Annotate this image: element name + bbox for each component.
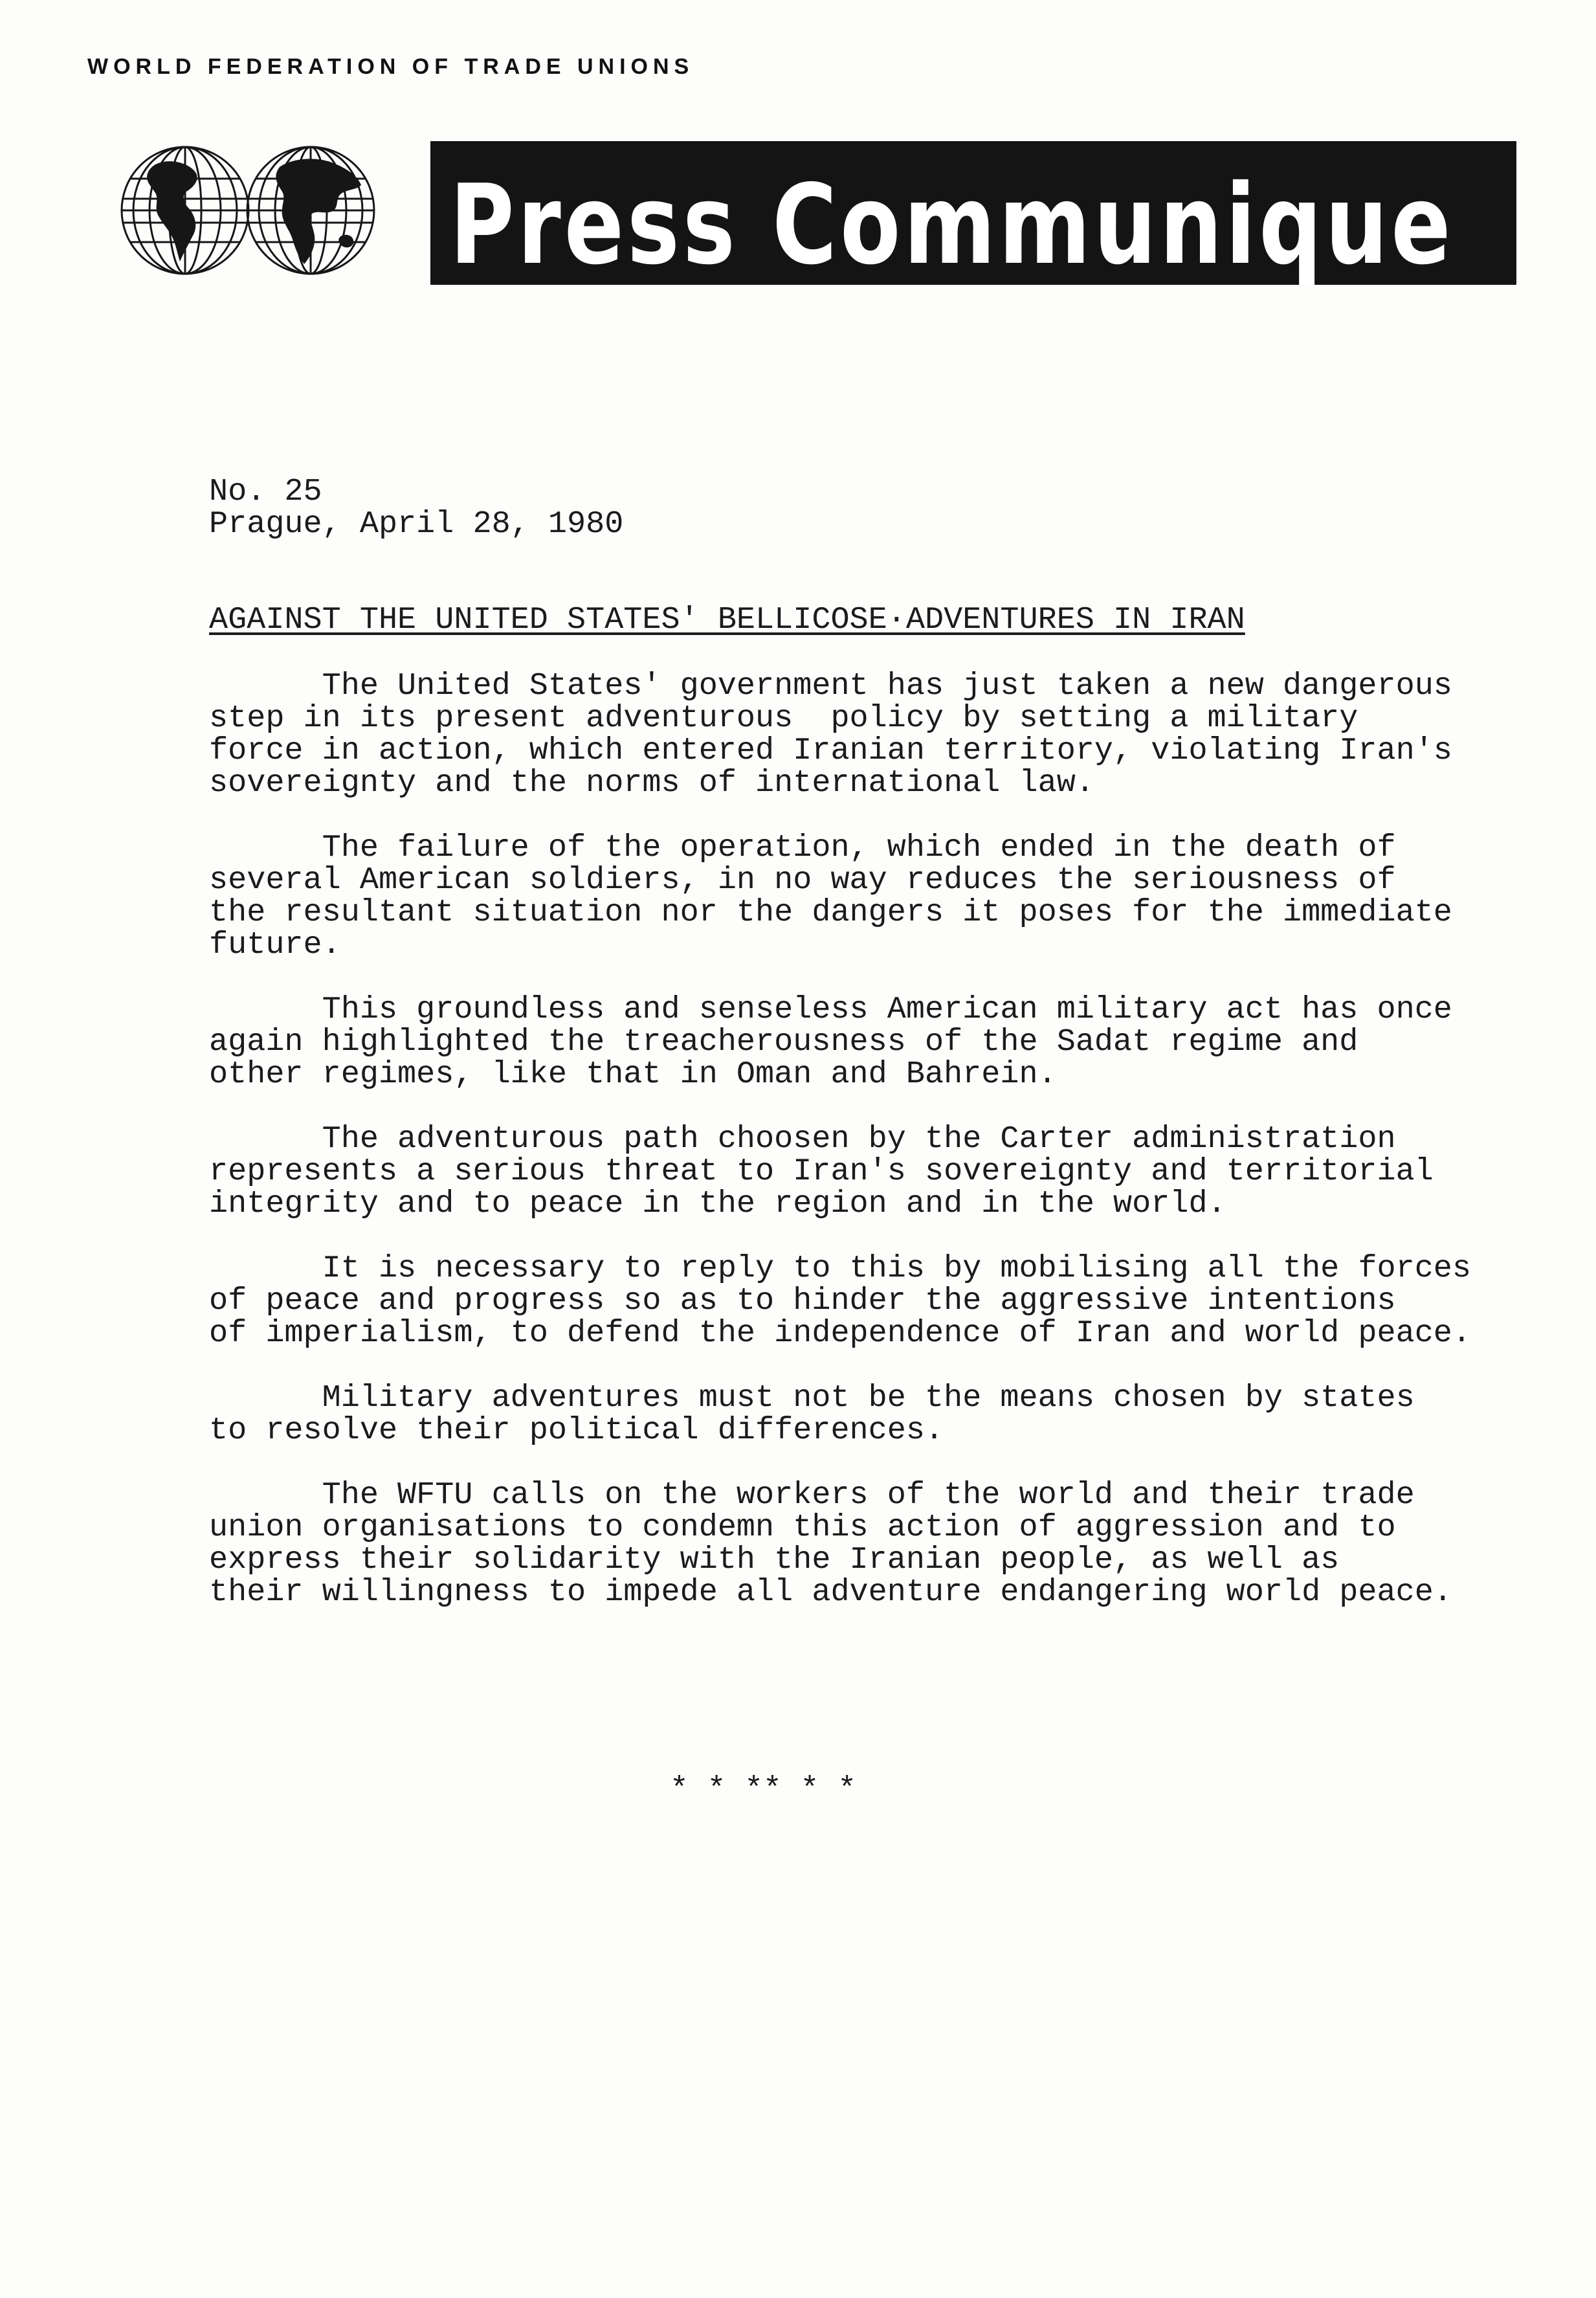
paragraph-line: This groundless and senseless American military act has once xyxy=(209,992,1452,1027)
paragraph-line: of imperialism, to defend the independence of Iran and world peace. xyxy=(209,1315,1472,1351)
body-paragraph xyxy=(209,994,1536,1091)
paragraph-line: union organisations to condemn this action of aggression and to xyxy=(209,1510,1396,1545)
paragraph-line: The failure of the operation, which ended in the death of xyxy=(209,830,1396,865)
paragraph-line: step in its present adventurous policy by setting a military xyxy=(209,700,1358,736)
press-communique-banner xyxy=(430,141,1516,285)
paragraph-line: Military adventures must not be the means chosen by states xyxy=(209,1380,1415,1416)
place-and-date: Prague, April 28, 1980 xyxy=(209,506,624,542)
organization-name: WORLD FEDERATION OF TRADE UNIONS xyxy=(87,54,694,79)
communique-number: No. 25 xyxy=(209,474,322,509)
paragraph-line: The United States' government has just taken a new dangerous xyxy=(209,668,1452,704)
paragraph-line: integrity and to peace in the region and in the world. xyxy=(209,1186,1226,1222)
paragraph-line: force in action, which entered Iranian territory, violating Iran's xyxy=(209,733,1452,768)
banner-title: Press Communique xyxy=(450,161,1454,285)
paragraph-line: express their solidarity with the Iranian people, as well as xyxy=(209,1542,1340,1578)
paragraph-line: represents a serious threat to Iran's sovereignty and territorial xyxy=(209,1154,1434,1189)
paragraph-line: of peace and progress so as to hinder the aggressive intentions xyxy=(209,1283,1396,1319)
body-paragraph xyxy=(209,832,1536,961)
paragraph-line: sovereignty and the norms of international law. xyxy=(209,765,1094,801)
body-paragraphs xyxy=(209,670,1536,1609)
communique-title: AGAINST THE UNITED STATES' BELLICOSE·ADVENTURES IN IRAN xyxy=(209,602,1245,638)
paragraph-line: other regimes, like that in Oman and Bahrein. xyxy=(209,1056,1057,1092)
paragraph-line: It is necessary to reply to this by mobilising all the forces xyxy=(209,1251,1472,1286)
closing-marks: * * ** * * xyxy=(670,1772,857,1807)
twin-globes-icon xyxy=(116,139,383,282)
paragraph-line: their willingness to impede all adventure endangering world peace. xyxy=(209,1574,1452,1610)
paragraph-line: again highlighted the treacherousness of the Sadat regime and xyxy=(209,1024,1358,1060)
body-paragraph xyxy=(209,1253,1536,1350)
body-paragraph xyxy=(209,1123,1536,1220)
body-paragraph xyxy=(209,1479,1536,1609)
paragraph-line: future. xyxy=(209,927,341,963)
paragraph-line: The adventurous path choosen by the Carter administration xyxy=(209,1121,1396,1157)
paragraph-line: The WFTU calls on the workers of the world and their trade xyxy=(209,1477,1415,1513)
paragraph-line: the resultant situation nor the dangers it poses for the immediate xyxy=(209,895,1452,930)
body-paragraph xyxy=(209,670,1536,799)
paragraph-line: to resolve their political differences. xyxy=(209,1412,944,1448)
document-body xyxy=(209,476,1536,1641)
body-paragraph xyxy=(209,1382,1536,1447)
paragraph-line: several American soldiers, in no way reduces the seriousness of xyxy=(209,862,1396,898)
